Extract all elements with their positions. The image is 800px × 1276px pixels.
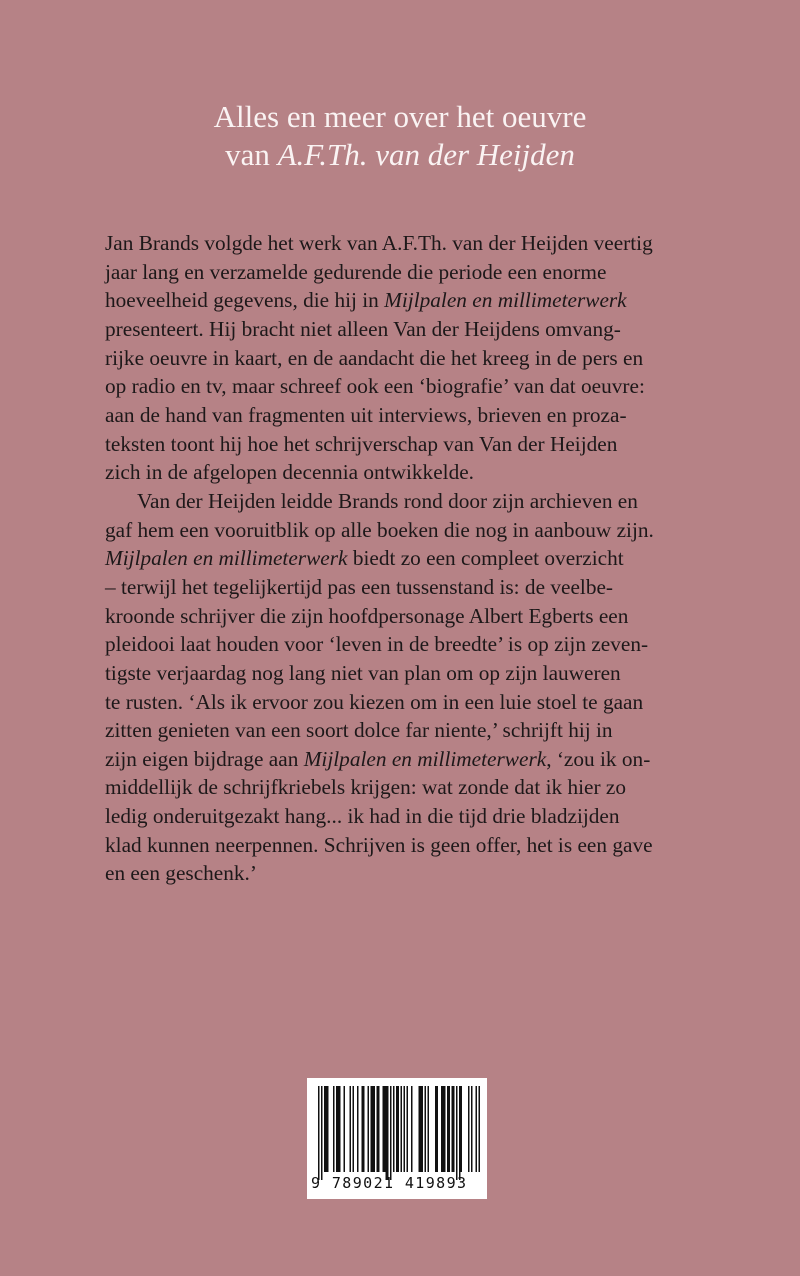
text-line: ledig onderuitgezakt hang... ik had in die tijd drie bladzijden bbox=[105, 804, 620, 829]
barcode-bar bbox=[419, 1086, 421, 1172]
text-line: kroonde schrijver die zijn hoofdpersonage Albert Egberts een bbox=[105, 603, 629, 628]
barcode-bar bbox=[461, 1086, 463, 1172]
text-line bbox=[105, 544, 697, 573]
barcode-bar bbox=[353, 1086, 355, 1172]
barcode-bar bbox=[476, 1086, 478, 1172]
barcode-bar bbox=[404, 1086, 406, 1172]
barcode-bar bbox=[428, 1086, 430, 1172]
barcode-bar bbox=[390, 1086, 392, 1180]
blurb-text bbox=[105, 229, 697, 888]
text-line: tigste verjaardag nog lang niet van plan om op zijn lauweren bbox=[105, 660, 621, 685]
text-line: op radio en tv, maar schreef ook een ‘biografie’ van dat oeuvre: bbox=[105, 374, 645, 399]
barcode-bar bbox=[384, 1086, 386, 1172]
text-line: pleidooi laat houden voor ‘leven in de breedte’ is op zijn zeven- bbox=[105, 632, 649, 657]
text-line: – terwijl het tegelijkertijd pas een tussenstand is: de veelbe- bbox=[105, 574, 614, 599]
barcode-bar bbox=[393, 1086, 395, 1172]
barcode-bar bbox=[387, 1086, 389, 1180]
barcode-bar bbox=[378, 1086, 380, 1172]
barcode-bar bbox=[333, 1086, 335, 1172]
text-segment: zijn eigen bijdrage aan bbox=[105, 746, 304, 771]
barcode-bar bbox=[456, 1086, 458, 1180]
text-line: teksten toont hij hoe het schrijverschap van Van der Heijden bbox=[105, 431, 618, 456]
barcode-bar bbox=[383, 1086, 385, 1172]
heading-line-1: Alles en meer over het oeuvre bbox=[213, 99, 587, 134]
text-line: Van der Heijden leidde Brands rond door zijn archieven en bbox=[137, 488, 638, 513]
barcode-bar bbox=[411, 1086, 413, 1172]
barcode-bar bbox=[374, 1086, 376, 1172]
barcode-bar bbox=[449, 1086, 451, 1172]
barcode-bar bbox=[422, 1086, 424, 1172]
barcode-bar bbox=[420, 1086, 422, 1172]
barcode-bar bbox=[326, 1086, 328, 1172]
barcode-bar bbox=[318, 1086, 320, 1180]
book-title: Mijlpalen en millimeterwerk bbox=[384, 288, 627, 313]
text-segment: biedt zo een compleet overzicht bbox=[347, 546, 624, 571]
text-line: aan de hand van fragmenten uit interviews, brieven en proza- bbox=[105, 402, 627, 427]
blurb-paragraph-2 bbox=[105, 487, 697, 888]
barcode-bar bbox=[471, 1086, 473, 1172]
barcode-bar bbox=[327, 1086, 329, 1172]
barcode-bar bbox=[437, 1086, 439, 1172]
text-line: zich in de afgelopen decennia ontwikkelde. bbox=[105, 460, 474, 485]
barcode-bar bbox=[447, 1086, 449, 1172]
barcode-bar bbox=[357, 1086, 359, 1172]
text-line: middellijk de schrijfkriebels krijgen: wat zonde dat ik hier zo bbox=[105, 775, 627, 800]
barcode-bar bbox=[479, 1086, 481, 1172]
text-line bbox=[105, 745, 697, 774]
barcode-bar bbox=[336, 1086, 338, 1172]
text-line: te rusten. ‘Als ik ervoor zou kiezen om in een luie stoel te gaan bbox=[105, 689, 644, 714]
barcode-bar bbox=[350, 1086, 352, 1172]
barcode-bar bbox=[459, 1086, 461, 1180]
barcode bbox=[307, 1078, 487, 1199]
text-line: gaf hem een vooruitblik op alle boeken die nog in aanbouw zijn. bbox=[105, 517, 654, 542]
blurb-paragraph-1 bbox=[105, 229, 697, 487]
text-segment: , ‘zou ik on- bbox=[546, 746, 651, 771]
text-line: Jan Brands volgde het werk van A.F.Th. van der Heijden veertig bbox=[105, 231, 653, 255]
cover-heading bbox=[100, 98, 700, 174]
text-line: presenteert. Hij bracht niet alleen Van der Heijdens omvang- bbox=[105, 316, 621, 341]
barcode-bar bbox=[425, 1086, 427, 1172]
author-name: A.F.Th. van der Heijden bbox=[277, 137, 575, 172]
barcode-bar bbox=[344, 1086, 346, 1172]
barcode-bar bbox=[468, 1086, 470, 1172]
barcode-bar bbox=[435, 1086, 437, 1172]
barcode-bar bbox=[453, 1086, 455, 1172]
barcode-bar bbox=[339, 1086, 341, 1172]
barcode-bar bbox=[371, 1086, 373, 1172]
text-line: en een geschenk.’ bbox=[105, 861, 257, 886]
barcode-bar bbox=[407, 1086, 409, 1172]
book-title: Mijlpalen en millimeterwerk bbox=[105, 546, 348, 571]
text-line: klad kunnen neerpennen. Schrijven is geen offer, het is een gave bbox=[105, 832, 653, 857]
heading-line-2 bbox=[100, 136, 700, 174]
barcode-bar bbox=[377, 1086, 379, 1172]
barcode-bar bbox=[452, 1086, 454, 1172]
barcode-bar bbox=[443, 1086, 445, 1172]
barcode-bar bbox=[338, 1086, 340, 1172]
barcode-bar bbox=[441, 1086, 443, 1172]
barcode-bar bbox=[368, 1086, 370, 1172]
barcode-bar bbox=[362, 1086, 364, 1172]
book-title: Mijlpalen en millimeterwerk bbox=[303, 746, 547, 771]
text-line: jaar lang en verzamelde gedurende die periode een enorme bbox=[105, 259, 607, 284]
text-line: zitten genieten van een soort dolce far niente,’ schrijft hij in bbox=[105, 718, 613, 743]
barcode-bar bbox=[398, 1086, 400, 1172]
text-segment: hoeveelheid gegevens, die hij in bbox=[105, 288, 385, 313]
barcode-bar bbox=[321, 1086, 323, 1180]
heading-prefix: van bbox=[225, 137, 278, 172]
text-line bbox=[105, 286, 697, 315]
barcode-bar bbox=[444, 1086, 446, 1172]
barcode-bar bbox=[401, 1086, 403, 1172]
barcode-bar bbox=[386, 1086, 388, 1180]
barcode-bar bbox=[372, 1086, 374, 1172]
barcode-bar bbox=[324, 1086, 326, 1172]
isbn-number: 9 789021 419893 bbox=[311, 1174, 468, 1192]
barcode-bar bbox=[363, 1086, 365, 1172]
text-line: rijke oeuvre in kaart, en de aandacht die het kreeg in de pers en bbox=[105, 345, 644, 370]
barcode-bar bbox=[396, 1086, 398, 1172]
